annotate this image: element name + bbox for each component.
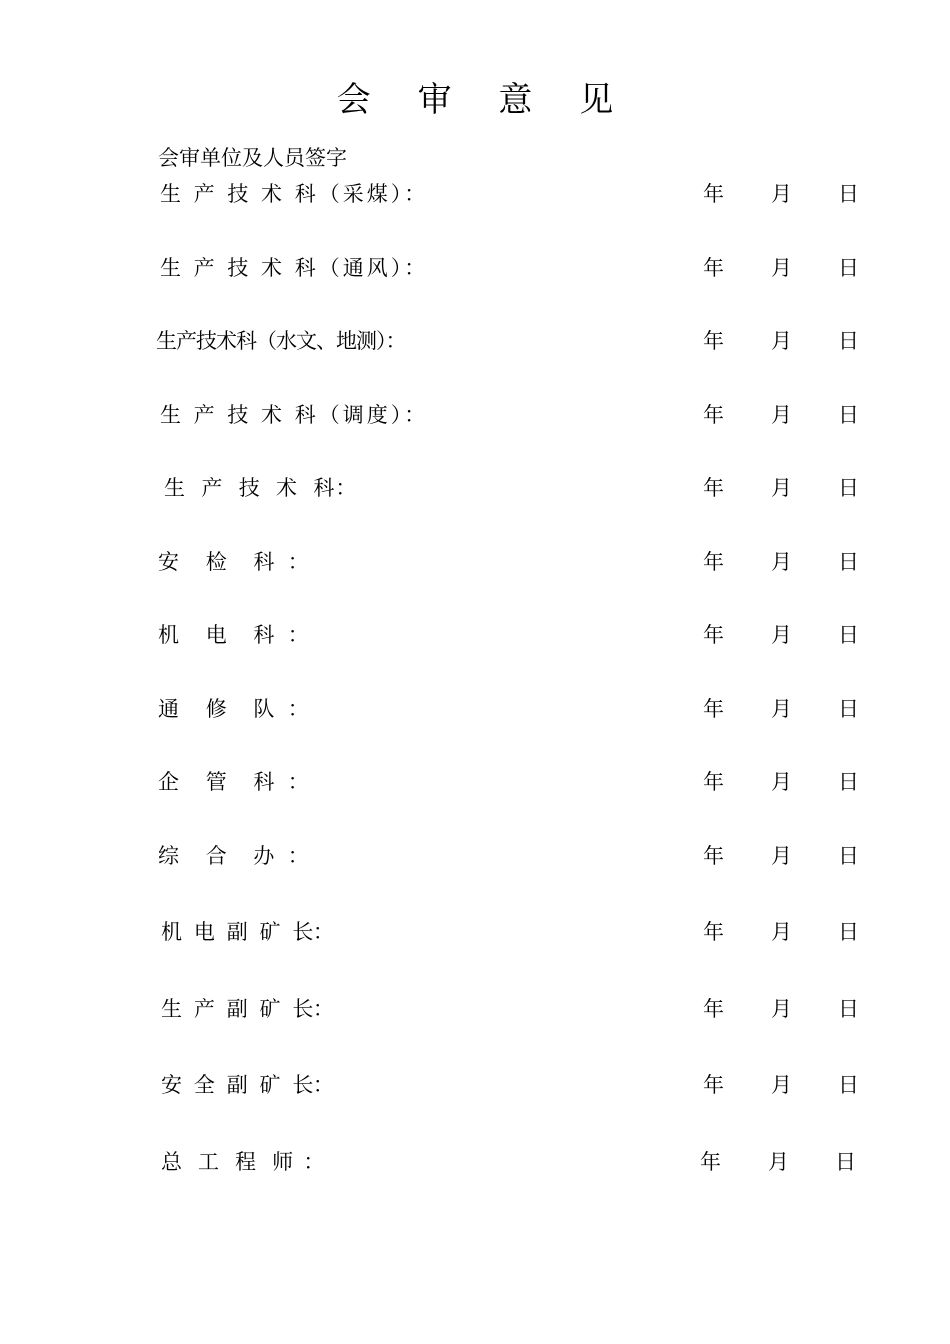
signature-row xyxy=(0,841,950,871)
day-label: 日 xyxy=(838,182,859,206)
day-label: 日 xyxy=(838,920,859,944)
month-label: 月 xyxy=(771,256,792,280)
signature-row xyxy=(0,767,950,797)
month-label: 月 xyxy=(771,844,792,868)
signature-row xyxy=(0,994,950,1024)
year-label: 年 xyxy=(703,844,724,868)
year-label: 年 xyxy=(700,1150,721,1174)
unit-label: 企 管 科 ： xyxy=(158,770,309,794)
unit-label: 生 产 技 术 科（通风）： xyxy=(160,256,429,280)
unit-label: 生产技术科（水文、地测）： xyxy=(156,329,406,353)
year-label: 年 xyxy=(703,182,724,206)
year-label: 年 xyxy=(703,997,724,1021)
unit-label: 生 产 技 术 科（采煤）： xyxy=(160,182,429,206)
unit-label: 机 电 科 ： xyxy=(158,623,309,647)
unit-label: 通 修 队 ： xyxy=(158,697,309,721)
day-label: 日 xyxy=(838,476,859,500)
day-label: 日 xyxy=(835,1150,856,1174)
signature-row xyxy=(0,326,950,356)
day-label: 日 xyxy=(838,256,859,280)
unit-label: 生 产 副 矿 长： xyxy=(161,997,334,1021)
month-label: 月 xyxy=(771,770,792,794)
unit-label: 机 电 副 矿 长： xyxy=(161,920,334,944)
day-label: 日 xyxy=(838,997,859,1021)
month-label: 月 xyxy=(771,476,792,500)
day-label: 日 xyxy=(838,1073,859,1097)
month-label: 月 xyxy=(771,697,792,721)
unit-label: 安 检 科 ： xyxy=(158,550,309,574)
month-label: 月 xyxy=(771,550,792,574)
day-label: 日 xyxy=(838,697,859,721)
unit-label: 安 全 副 矿 长： xyxy=(161,1073,334,1097)
month-label: 月 xyxy=(771,403,792,427)
year-label: 年 xyxy=(703,623,724,647)
signature-row xyxy=(0,179,950,209)
unit-label: 生 产 技 术 科（调度）： xyxy=(160,403,429,427)
month-label: 月 xyxy=(771,997,792,1021)
signature-row xyxy=(0,547,950,577)
day-label: 日 xyxy=(838,550,859,574)
page-title: 会 审 意 见 xyxy=(336,80,632,120)
month-label: 月 xyxy=(771,623,792,647)
month-label: 月 xyxy=(771,182,792,206)
year-label: 年 xyxy=(703,697,724,721)
year-label: 年 xyxy=(703,550,724,574)
unit-label: 总 工 程 师 ： xyxy=(161,1150,324,1174)
month-label: 月 xyxy=(771,1073,792,1097)
signature-row xyxy=(0,253,950,283)
signature-row xyxy=(0,400,950,430)
year-label: 年 xyxy=(703,403,724,427)
day-label: 日 xyxy=(838,770,859,794)
day-label: 日 xyxy=(838,403,859,427)
day-label: 日 xyxy=(838,844,859,868)
year-label: 年 xyxy=(703,920,724,944)
signature-row xyxy=(0,620,950,650)
signature-row xyxy=(0,1070,950,1100)
unit-label: 生 产 技 术 科： xyxy=(164,476,358,500)
year-label: 年 xyxy=(703,770,724,794)
year-label: 年 xyxy=(703,329,724,353)
signature-heading: 会审单位及人员签字 xyxy=(158,146,347,170)
year-label: 年 xyxy=(703,256,724,280)
month-label: 月 xyxy=(768,1150,789,1174)
year-label: 年 xyxy=(703,1073,724,1097)
day-label: 日 xyxy=(838,623,859,647)
unit-label: 综 合 办 ： xyxy=(158,844,309,868)
signature-row xyxy=(0,473,950,503)
month-label: 月 xyxy=(771,920,792,944)
signature-row xyxy=(0,1147,950,1177)
signature-row xyxy=(0,694,950,724)
month-label: 月 xyxy=(771,329,792,353)
year-label: 年 xyxy=(703,476,724,500)
day-label: 日 xyxy=(838,329,859,353)
signature-row xyxy=(0,917,950,947)
